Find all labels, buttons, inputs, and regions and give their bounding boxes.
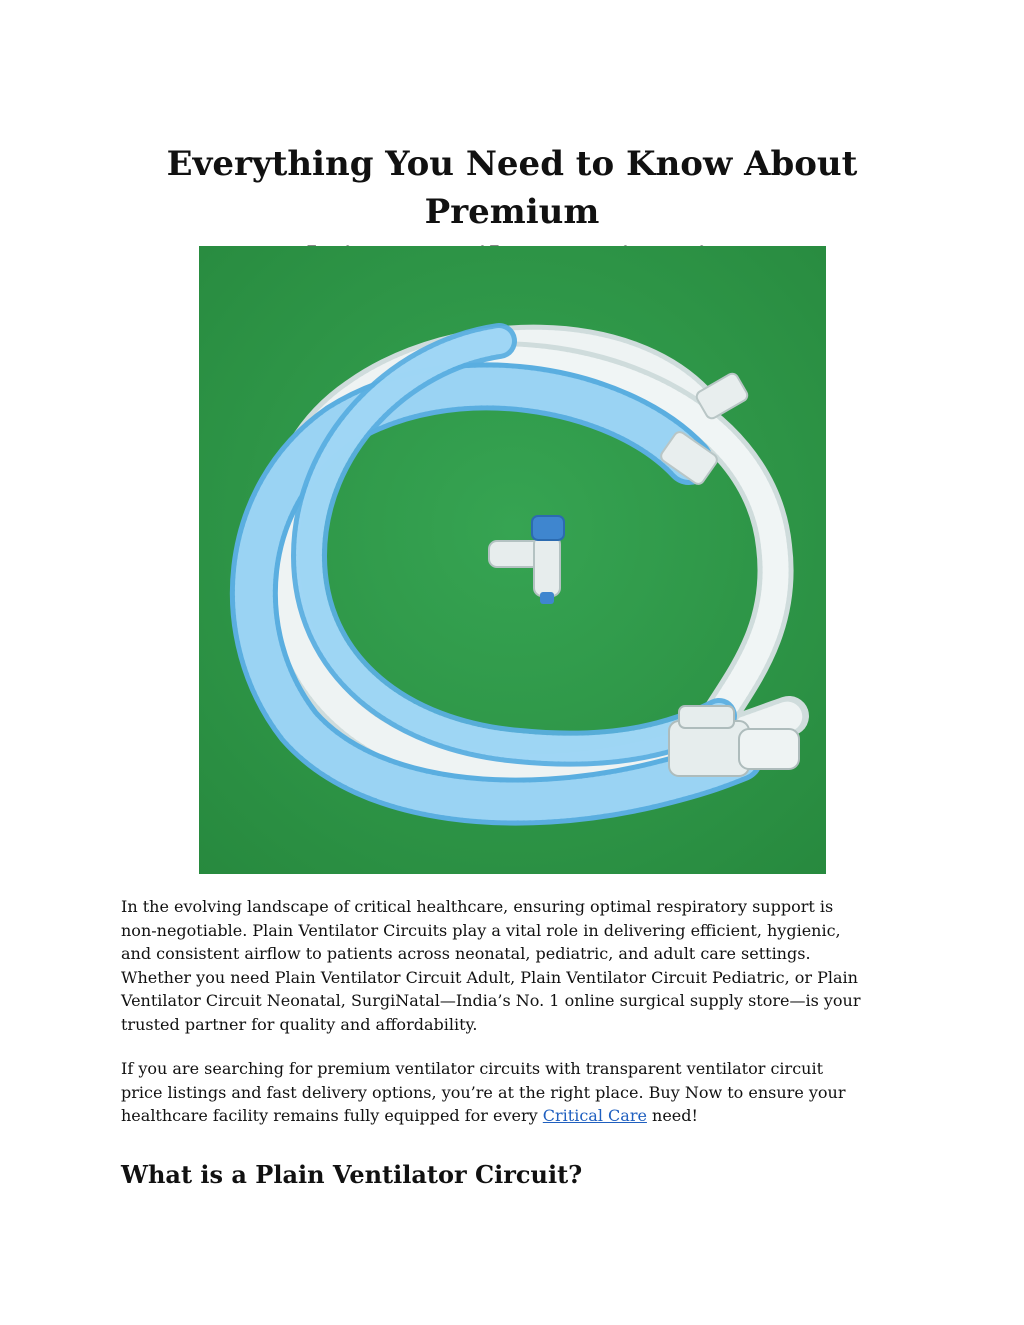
intro-line-5: Ventilator Circuit Neonatal, SurgiNatal—India’s No. 1 online surgical supply store—is your — [121, 991, 861, 1010]
intro-line-6: trusted partner for quality and affordability. — [121, 1014, 478, 1034]
intro-line-4: Whether you need Plain Ventilator Circuit Adult, Plain Ventilator Circuit Pediatric, or Plain — [121, 967, 858, 987]
intro-paragraph — [121, 895, 911, 1036]
section-heading: What is a Plain Ventilator Circuit? — [121, 1160, 583, 1189]
second-line-2: price listings and fast delivery options, you’re at the right place. Buy Now to ensure your — [121, 1082, 846, 1102]
second-paragraph — [121, 1057, 911, 1128]
second-line-3 — [121, 1104, 911, 1128]
second-line-1: If you are searching for premium ventilator circuits with transparent ventilator circuit — [121, 1059, 823, 1078]
second-line-3-before: healthcare facility remains fully equipped for every — [121, 1106, 543, 1125]
critical-care-link[interactable]: Critical Care — [542, 1106, 647, 1125]
intro-line-3: and consistent airflow to patients across neonatal, pediatric, and adult care settings. — [121, 944, 811, 963]
ventilator-circuit-photo — [199, 246, 826, 874]
intro-line-1: In the evolving landscape of critical healthcare, ensuring optimal respiratory support is — [121, 897, 834, 916]
title-line-1: Everything You Need to Know About Premium — [166, 144, 858, 232]
intro-line-2: non-negotiable. Plain Ventilator Circuits play a vital role in delivering efficient, hygienic, — [121, 920, 841, 940]
second-line-3-after: need! — [646, 1106, 698, 1125]
